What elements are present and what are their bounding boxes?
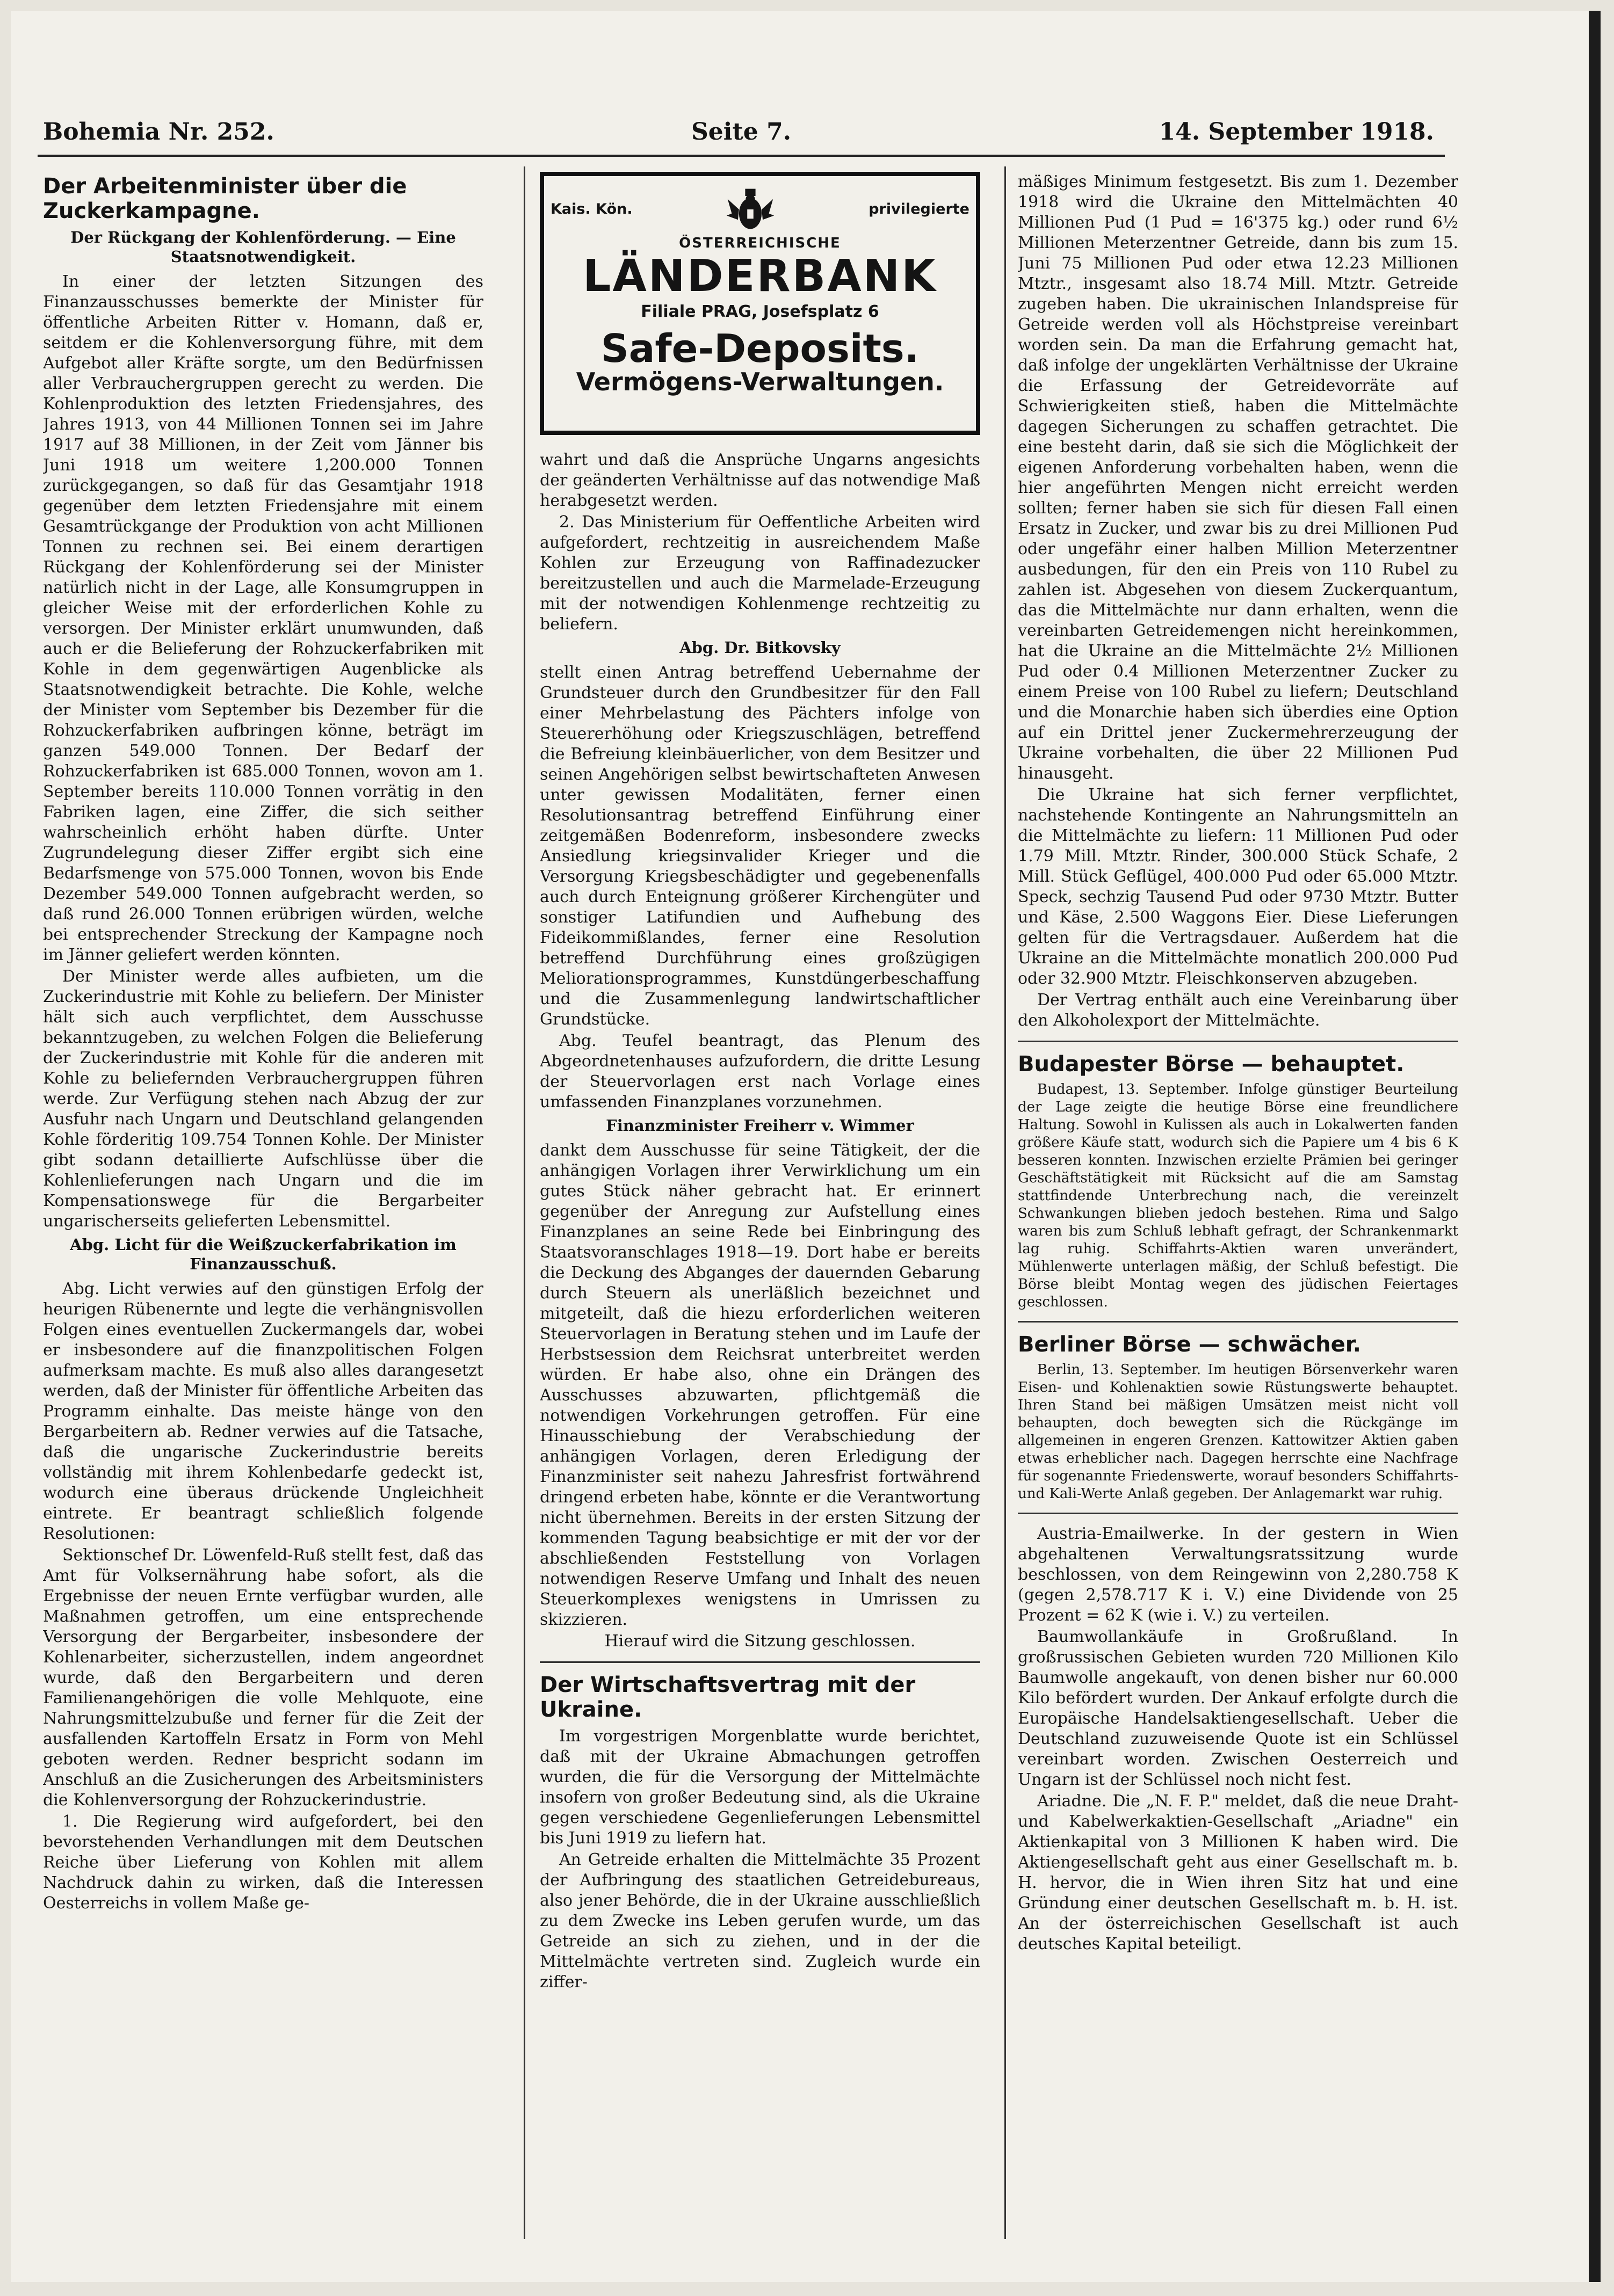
- section-divider: [1018, 1041, 1458, 1042]
- paragraph: Austria-Emailwerke. In der gestern in Wien abgehaltenen Verwaltungsratssitzung wurde beschlossen, von dem Reingewinn von 2,280.758 K (gegen 2,578.717 K i. V.) eine Dividende von 25 Prozent = 62 K (wie i. V.) zu verteilen.: [1018, 1524, 1458, 1625]
- paragraph: Die Ukraine hat sich ferner verpflichtet, nachstehende Kontingente an Nahrungsmitteln an die Mittelmächte zu liefern: 11 Millionen Pud oder 1.79 Mill. Mtztr. Rinder, 300.000 Stück Schafe, 2 Mill. Stück Geflügel, 400.000 Pud oder 65.000 Mtztr. Speck, sechzig Tausend Pud oder 9730 Mtztr. Butter und Käse, 2.500 Waggons Eier. Diese Lieferungen gelten für die Vertragsdauer. Außerdem hat die Ukraine an die Mittelmächte monatlich 200.000 Pud oder 32.900 Mtztr. Fleischkonserven abzugeben.: [1018, 786, 1458, 988]
- paragraph: Budapest, 13. September. Infolge günstiger Beurteilung der Lage zeigte die heutige Börse eine freundlichere Haltung. Sowohl in Kulissen als auch in Lokalwerten fanden größere Käufe statt, wodurch sich die Papiere um 4 bis 6 K besseren konnten. Inzwischen erzielte Prämien bei geringer Geschäftstätigkeit mit Rücksicht auf die am Samstag stattfindende Unterbrechung nach, die vereinzelt Schwankungen blieben jedoch bestehen. Rima und Salgo waren bis zum Schluß lebhaft gefragt, der Schrankenmarkt lag ruhig. Schiffahrts-Aktien waren unverändert, Mühlenwerte unterlagen mäßig, der Schluß befestigt. Die Börse bleibt Montag wegen des jüdischen Feiertages geschlossen.: [1018, 1081, 1458, 1310]
- paragraph-closing: Hierauf wird die Sitzung geschlossen.: [604, 1632, 916, 1651]
- ad-vermoegens-verwaltungen: Vermögens-Verwaltungen.: [576, 367, 944, 396]
- ad-kais-koen: Kais. Kön.: [551, 201, 633, 217]
- ad-branch-address: Filiale PRAG, Josefsplatz 6: [641, 302, 879, 321]
- ad-privilegierte: privilegierte: [868, 201, 969, 217]
- column-divider-2: [1004, 166, 1006, 2239]
- page-number: Seite 7.: [691, 118, 792, 146]
- article-headline-zuckerkampagne: Der Arbeitenminister über die Zuckerkampagne.: [43, 174, 407, 223]
- paragraph: Ariadne. Die „N. F. P." meldet, daß die neue Draht- und Kabelwerkaktien-Gesellschaft „Ariadne" ein Aktienkapital von 3 Millionen K haben wird. Die Aktiengesellschaft geht aus einer Gesellschaft m. b. H. hervor, die in Wien ihren Sitz hat und eine Gründung einer deutschen Gesellschaft m. b. H. ist. An der österreichischen Gesellschaft ist auch deutsches Kapital beteiligt.: [1018, 1792, 1458, 1953]
- paragraph: 1. Die Regierung wird aufgefordert, bei den bevorstehenden Verhandlungen mit dem Deutschen Reiche über Lieferung von Kohlen mit allem Nachdruck dahin zu wirken, daß die Interessen Oesterreichs in vollem Maße ge-: [43, 1812, 483, 1913]
- paragraph: Abg. Teufel beantragt, das Plenum des Abgeordnetenhauses aufzufordern, die dritte Lesung der Steuervorlagen erst nach Vorlage eines umfassenden Finanzplanes vorzunehmen.: [540, 1031, 980, 1111]
- ad-bank-name: LÄNDERBANK: [583, 251, 937, 302]
- column-divider-1: [524, 166, 525, 2239]
- article-subhead-kohlenfoerderung: Der Rückgang der Kohlenförderung. — Eine Staatsnotwendigkeit.: [70, 228, 456, 266]
- article-subhead-licht: Abg. Licht für die Weißzuckerfabrikation im Finanzausschuß.: [70, 1236, 457, 1273]
- paragraph: Der Minister werde alles aufbieten, um die Zuckerindustrie mit Kohle zu beliefern. Der Minister hält sich auch verpflichtet, dem Ausschusse bekanntzugeben, zu welchen Folgen die Belieferung der Zuckerindustrie mit Kohle für die anderen mit Kohle zu beliefernden Verbrauchergruppen führen werde. Zur Verfügung stehen nach Abzug der zur Ausfuhr nach Ungarn und Deutschland gelangenden Kohle förderitig 109.754 Tonnen Kohle. Der Minister gibt sodann detaillierte Aufschlüsse über die Kohlenlieferungen nach Ungarn und die im Kompensationswege für die Bergarbeiter ungarischerseits gelieferten Lebensmittel.: [43, 967, 483, 1231]
- newspaper-page: [11, 11, 1601, 2282]
- paragraph: 2. Das Ministerium für Oeffentliche Arbeiten wird aufgefordert, rechtzeitig in ausreichendem Maße Kohlen zur Erzeugung von Raffinadezucker bereitzustellen und auch die Marmelade-Erzeugung mit der notwendigen Kohlenmenge rechtzeitig zu beliefern.: [540, 513, 980, 634]
- paragraph: In einer der letzten Sitzungen des Finanzausschusses bemerkte der Minister für öffentliche Arbeiten Ritter v. Homann, daß er, seitdem er die Kohlenversorgung führe, mit dem Aufgebot aller Kräfte sorgte, um den Bedürfnissen aller Verbrauchergruppen gerecht zu werden. Die Kohlenproduktion des letzten Friedensjahres, des Jahres 1913, von 44 Millionen Tonnen sei im Jahre 1917 auf 38 Millionen, in der Zeit vom Jänner bis Juni 1918 um weitere 1,200.000 Tonnen zurückgegangen, so daß für das Gesamtjahr 1918 gegenüber dem letzten Friedensjahre mit einem Gesamtrückgange der Produktion von acht Millionen Tonnen zu rechnen sei. Bei einem derartigen Rückgang der Kohlenförderung sei der Minister natürlich nicht in der Lage, alle Konsumgruppen in gleicher Weise mit der erforderlichen Kohle zu versorgen. Der Minister erklärt unumwunden, daß auch er die Belieferung der Rohzuckerfabriken mit Kohle in dem gegenwärtigen Augenblicke als Staatsnotwendigkeit betrachte. Die Kohle, welche der Minister vom September bis Dezember für die Rohzuckerfabriken aufbringen könne, beträgt im ganzen 549.000 Tonnen. Der Bedarf der Rohzuckerfabriken ist 685.000 Tonnen, wovon am 1. September bereits 110.000 Tonnen vorrätig in den Fabriken lagen, eine Ziffer, die sich seither wahrscheinlich erhöht haben dürfte. Unter Zugrundelegung dieser Ziffer ergibt sich eine Bedarfsmenge von 575.000 Tonnen, wovon bis Ende Dezember 549.000 Tonnen aufgebracht werden, so daß rund 26.000 Tonnen erübrigen würden, welche bei entsprechender Streckung der Kampagne noch im Jänner geliefert werden könnten.: [43, 272, 483, 964]
- column-1: [43, 172, 483, 2255]
- article-headline-budapest: Budapester Börse — behauptet.: [1018, 1052, 1405, 1077]
- laenderbank-advertisement: [540, 172, 980, 435]
- paragraph: Im vorgestrigen Morgenblatte wurde berichtet, daß mit der Ukraine Abmachungen getroffen wurden, die für die Versorgung der Mittelmächte insofern von großer Bedeutung sind, als die Ukraine gegen verschiedene Gegenlieferungen Lebensmittel bis Juni 1919 zu liefern hat.: [540, 1727, 980, 1848]
- paragraph: Der Vertrag enthält auch eine Vereinbarung über den Alkoholexport der Mittelmächte.: [1018, 991, 1458, 1030]
- ad-top-row: [551, 184, 969, 235]
- speaker-heading-wimmer: Finanzminister Freiherr v. Wimmer: [606, 1116, 914, 1135]
- header-rule: [38, 155, 1445, 157]
- issue-number: Bohemia Nr. 252.: [43, 118, 274, 146]
- paragraph: Abg. Licht verwies auf den günstigen Erfolg der heurigen Rübenernte und legte die verhängnisvollen Folgen eines eventuellen Zuckermangels dar, wobei er insbesondere auf die finanzpolitischen Folgen aufmerksam machte. Es muß also alles darangesetzt werden, daß der Minister für öffentliche Arbeiten das Programm einhalte. Das meiste hänge von den Bergarbeitern ab. Redner verwies auf die Tatsache, daß die ungarische Zuckerindustrie bereits vollständig mit ihrem Kohlenbedarfe gedeckt ist, wodurch eine überaus drückende Ungleichheit eintrete. Er beantragt schließlich folgende Resolutionen:: [43, 1280, 483, 1543]
- section-divider: [1018, 1513, 1458, 1514]
- eagle-crest-icon: [725, 184, 776, 235]
- paragraph: wahrt und daß die Ansprüche Ungarns angesichts der geänderten Verhältnisse auf das notwendige Maß herabgesetzt werden.: [540, 451, 980, 510]
- ad-oesterreichische: ÖSTERREICHISCHE: [679, 235, 841, 251]
- paragraph: stellt einen Antrag betreffend Uebernahme der Grundsteuer durch den Grundbesitzer für den Fall einer Mehrbelastung des Pächters infolge von Steuererhöhung oder Kriegszuschlägen, betreffend die Befreiung kleinbäuerlicher, von dem Besitzer und seinen Angehörigen selbst bewirtschafteten Anwesen unter gewissen Modalitäten, ferner einen Resolutionsantrag betreffend Einführung einer zeitgemäßen Bodenreform, insbesondere zwecks Ansiedlung kriegsinvalider Krieger und die Versorgung Kriegsbeschädigter und gegebenenfalls auch durch Enteignung größerer Kirchengüter und sonstiger Latifundien und Aufhebung des Fideikommißlandes, ferner eine Resolution betreffend Durchführung eines großzügigen Meliorationsprogrammes, Kunstdüngerbeschaffung und die Zusammenlegung landwirtschaftlicher Grundstücke.: [540, 663, 980, 1029]
- paragraph: Baumwollankäufe in Großrußland. In großrussischen Gebieten wurden 720 Millionen Kilo Baumwolle angekauft, von denen bisher nur 60.000 Kilo befördert wurden. Der Ankauf erfolgte durch die Europäische Handelsaktiengesellschaft. Ueber die Deutschland zuzuweisende Quote ist ein Schlüssel vereinbart worden. Zwischen Oesterreich und Ungarn ist der Schlüssel noch nicht fest.: [1018, 1627, 1458, 1789]
- scan-edge: [1589, 11, 1601, 2282]
- article-headline-berlin: Berliner Börse — schwächer.: [1018, 1332, 1361, 1357]
- column-3: [1018, 172, 1458, 2255]
- issue-date: 14. September 1918.: [1159, 118, 1434, 146]
- section-divider: [1018, 1321, 1458, 1323]
- paragraph: Sektionschef Dr. Löwenfeld-Ruß stellt fest, daß das Amt für Volksernährung habe sofort, als die Ergebnisse der neuen Ernte verfügbar wurden, alle Maßnahmen getroffen, um eine entsprechende Versorgung der Bergarbeiter, insbesondere der Kohlenarbeiter, sicherzustellen, indem angeordnet wurde, daß den Bergarbeitern und deren Familienangehörigen die volle Mehlquote, eine Nahrungsmittelzubuße und ferner für die Zeit der ausfallenden Kartoffeln Ersatz in Form von Mehl geboten werden. Redner bespricht sodann im Anschluß an die Zusicherungen des Arbeitsministers die Kohlenversorgung der Rohzuckerindustrie.: [43, 1546, 483, 1810]
- page-header: [38, 118, 1445, 156]
- paragraph: An Getreide erhalten die Mittelmächte 35 Prozent der Aufbringung des staatlichen Getreidebureaus, also jener Behörde, die in der Ukraine ausschließlich zu dem Zwecke ins Leben gerufen wurde, um das Getreide an sich zu ziehen, und in der die Mittelmächte vertreten sind. Zugleich wurde ein ziffer-: [540, 1850, 980, 1992]
- article-headline-ukraine: Der Wirtschaftsvertrag mit der Ukraine.: [540, 1673, 916, 1722]
- paragraph: dankt dem Ausschusse für seine Tätigkeit, der die anhängigen Vorlagen ihrer Verwirklichung um ein gutes Stück näher gebracht hat. Er erinnert gegenüber der Anregung zur Aufstellung eines Finanzplanes an seine Rede bei Einbringung des Staatsvoranschlages 1918—19. Dort habe er bereits die Deckung des Abganges der dauernden Gebarung durch Steuern als unerläßlich bezeichnet und mitgeteilt, daß die hiezu erforderlichen weiteren Steuervorlagen in Beratung stehen und im Laufe der Herbstsession dem Reichsrat unterbreitet werden würden. Er habe also, ohne ein Drängen des Ausschusses abzuwarten, pflichtgemäß die notwendigen Vorkehrungen getroffen. Für eine Hinausschiebung der Verabschiedung der anhängigen Vorlagen, deren Erledigung der Finanzminister seit nahezu Jahresfrist fortwährend dringend erbeten habe, könnte er die Verantwortung nicht übernehmen. Bereits in der ersten Sitzung der kommenden Tagung beabsichtige er mit der vor der abschließenden Feststellung von Vorlagen notwendigen Reserve Umfang und Inhalt des neuen Steuerkomplexes wenigstens in Umrissen zu skizzieren.: [540, 1141, 980, 1629]
- column-2: [540, 172, 980, 2255]
- section-divider: [540, 1661, 980, 1663]
- speaker-heading-bitkovsky: Abg. Dr. Bitkovsky: [679, 638, 841, 657]
- paragraph: mäßiges Minimum festgesetzt. Bis zum 1. Dezember 1918 wird die Ukraine den Mittelmächten 40 Millionen Pud (1 Pud = 16'375 kg.) oder rund 6½ Millionen Meterzentner Getreide, dann bis zum 15. Juni 75 Millionen Pud oder etwa 12.23 Millionen Mtztr., insgesamt also 18.74 Mill. Mtztr. Getreide zugeben haben. Die ukrainischen Inlandspreise für Getreide werden voll als Höchstpreise vereinbart worden sein. Da man die Erfahrung gemacht hat, daß infolge der ungeklärten Verhältnisse der Ukraine die Erfassung der Getreidevorräte auf Schwierigkeiten stieß, haben die Mittelmächte dagegen Sicherungen zu schaffen getrachtet. Die eine besteht darin, daß sie sich die Möglichkeit der eigenen Anforderung vorbehalten haben, wenn die hier angeführten Mengen nicht erreicht werden sollten; ferner haben sie sich für diesen Fall einen Ersatz in Zucker, und zwar bis zu drei Millionen Pud oder ungefähr einer halben Million Meterzentner ausbedungen, für den ein Preis von 110 Rubel zu zahlen ist. Abgesehen von diesem Zuckerquantum, das die Mittelmächte nur dann erhalten, wenn die vereinbarten Getreidemengen nicht hereinkommen, hat die Ukraine an die Mittelmächte 2½ Millionen Pud oder 0.4 Millionen Meterzentner Zucker zu einem Preise von 100 Rubel zu liefern; Deutschland und die Monarchie haben sich überdies eine Option auf ein Drittel jener Zuckermehrerzeugung der Ukraine vorbehalten, die über 22 Millionen Pud hinausgeht.: [1018, 172, 1458, 783]
- ad-safe-deposits: Safe-Deposits.: [600, 326, 920, 371]
- paragraph: Berlin, 13. September. Im heutigen Börsenverkehr waren Eisen- und Kohlenaktien sowie Rüstungswerte behauptet. Ihren Stand bei mäßigen Umsätzen meist nicht voll behaupten, doch bewegten sich die Rückgänge im allgemeinen in engeren Grenzen. Kattowitzer Aktien gaben etwas erheblicher nach. Dagegen herrschte eine Nachfrage für sogenannte Friedenswerte, worauf besonders Schiffahrts- und Kali-Werte Anlaß gegeben. Der Anlagemarkt war ruhig.: [1018, 1362, 1458, 1502]
